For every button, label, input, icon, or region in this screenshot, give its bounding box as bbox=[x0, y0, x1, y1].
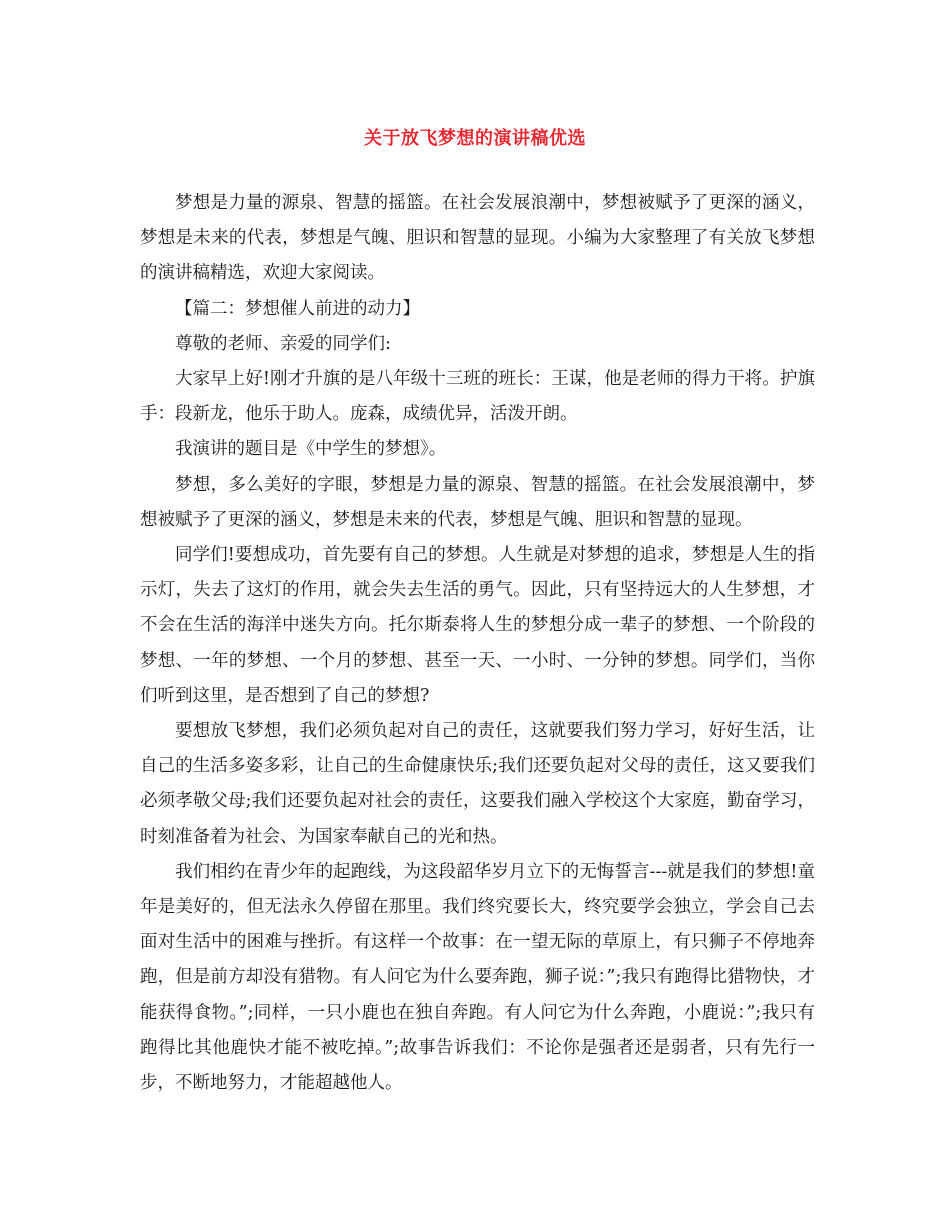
paragraph-dream-definition: 梦想，多么美好的字眼，梦想是力量的源泉、智慧的摇篮。在社会发展浪潮中，梦想被赋予了更深的涵义，梦想是未来的代表，梦想是气魄、胆识和智慧的显现。 bbox=[140, 474, 815, 530]
paragraph-responsibility: 要想放飞梦想，我们必须负起对自己的责任，这就要我们努力学习，好好生活，让自己的生活多姿多彩，让自己的生命健康快乐;我们还要负起对父母的责任，这又要我们必须孝敬父母;我们还要负起对社会的责任，这要我们融入学校这个大家庭，勤奋学习，时刻准备着为社会、为国家奉献自己的光和热。 bbox=[140, 721, 815, 847]
paragraph-intro: 梦想是力量的源泉、智慧的摇篮。在社会发展浪潮中，梦想被赋予了更深的涵义，梦想是未来的代表，梦想是气魄、胆识和智慧的显现。小编为大家整理了有关放飞梦想的演讲稿精选，欢迎大家阅读。 bbox=[140, 193, 815, 284]
paragraph-salutation: 尊敬的老师、亲爱的同学们: bbox=[175, 333, 391, 354]
document-title: 关于放飞梦想的演讲稿优选 bbox=[364, 128, 586, 149]
paragraph-topic: 我演讲的题目是《中学生的梦想》。 bbox=[175, 439, 447, 460]
paragraph-success: 同学们!要想成功，首先要有自己的梦想。人生就是对梦想的追求，梦想是人生的指示灯，失去了这灯的作用，就会失去生活的勇气。因此，只有坚持远大的人生梦想，才不会在生活的海洋中迷失方向。托尔斯泰将人生的梦想分成一辈子的梦想、一个阶段的梦想、一年的梦想、一个月的梦想、甚至一天、一小时、一分钟的梦想。同学们，当你们听到这里，是否想到了自己的梦想? bbox=[140, 545, 815, 706]
paragraph-greeting: 大家早上好!刚才升旗的是八年级十三班的班长：王谋，他是老师的得力干将。护旗手：段新龙，他乐于助人。庞森，成绩优异，活泼开朗。 bbox=[140, 369, 815, 425]
paragraph-story: 我们相约在青少年的起跑线，为这段韶华岁月立下的无悔誓言---就是我们的梦想!童年是美好的，但无法永久停留在那里。我们终究要长大，终究要学会独立，学会自己去面对生活中的困难与挫折。有这样一个故事：在一望无际的草原上，有只狮子不停地奔跑，但是前方却没有猎物。有人问它为什么要奔跑，狮子说：”;我只有跑得比猎物快，才能获得食物。”;同样，一只小鹿也在独自奔跑。有人问它为什么奔跑，小鹿说：”;我只有跑得比其他鹿快才能不被吃掉。”;故事告诉我们：不论你是强者还是弱者，只有先行一步，不断地努力，才能超越他人。 bbox=[140, 861, 815, 1094]
document-body bbox=[140, 186, 815, 1101]
paragraph-section-heading: 【篇二：梦想催人前进的动力】 bbox=[175, 298, 420, 319]
